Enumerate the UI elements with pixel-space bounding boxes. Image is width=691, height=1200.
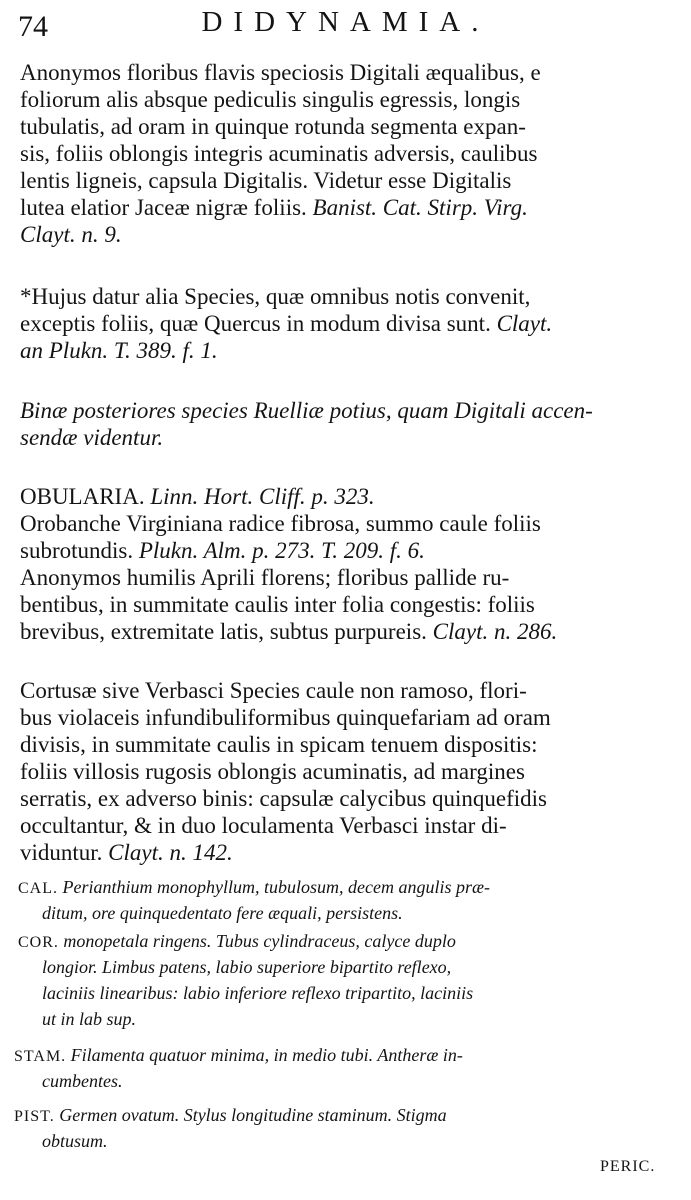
italic-text: Binæ posteriores species Ruelliæ potius, quam Digitali accen- bbox=[20, 398, 593, 423]
citation: Clayt. n. 9. bbox=[20, 222, 122, 247]
citation: Clayt. bbox=[496, 311, 553, 336]
text-line: serratis, ex adverso binis: capsulæ calycibus quinquefidis bbox=[20, 786, 547, 811]
citation: Banist. Cat. Stirp. Virg. bbox=[312, 195, 528, 220]
text-span: viduntur. bbox=[20, 840, 109, 865]
character-text: obtusum. bbox=[42, 1131, 108, 1151]
text-span: brevibus, extremitate latis, subtus purpureis. bbox=[20, 619, 433, 644]
page-number: 74 bbox=[18, 10, 48, 43]
citation: Clayt. n. 286. bbox=[432, 619, 558, 644]
character-text: monopetala ringens. Tubus cylindraceus, calyce duplo bbox=[63, 931, 456, 951]
character-text: Germen ovatum. Stylus longitudine staminum. Stigma bbox=[59, 1105, 447, 1125]
character-row bbox=[42, 900, 403, 926]
character-text: longior. Limbus patens, labio superiore bipartito reflexo, bbox=[42, 957, 452, 977]
character-text: ditum, ore quinquedentato fere æquali, persistens. bbox=[42, 903, 403, 923]
text-line bbox=[20, 222, 122, 248]
character-label: COR. bbox=[18, 934, 59, 951]
text-line: Orobanche Virginiana radice fibrosa, summo caule foliis bbox=[20, 511, 541, 536]
character-text: ut in lab sup. bbox=[42, 1009, 137, 1029]
text-span: exceptis foliis, quæ Quercus in modum divisa sunt. bbox=[20, 311, 497, 336]
character-text: Filamenta quatuor minima, in medio tubi. Antheræ in- bbox=[70, 1045, 463, 1065]
text-line: *Hujus datur alia Species, quæ omnibus notis convenit, bbox=[20, 284, 531, 309]
genus-heading bbox=[20, 484, 375, 510]
text-line: Anonymos humilis Aprili florens; floribus pallide ru- bbox=[20, 565, 510, 590]
character-row bbox=[18, 928, 456, 956]
character-text: laciniis linearibus: labio inferiore reflexo tripartito, laciniis bbox=[42, 983, 474, 1003]
text-line bbox=[20, 538, 425, 564]
character-row bbox=[42, 1006, 136, 1032]
text-line: divisis, in summitate caulis in spicam tenuem dispositis: bbox=[20, 732, 538, 757]
text-line bbox=[20, 338, 218, 364]
text-line bbox=[20, 195, 528, 221]
citation: Plukn. Alm. p. 273. T. 209. f. 6. bbox=[138, 538, 425, 563]
italic-text: sendæ videntur. bbox=[20, 425, 164, 450]
text-line: bus violaceis infundibuliformibus quinquefariam ad oram bbox=[20, 705, 551, 730]
character-text: cumbentes. bbox=[42, 1071, 123, 1091]
text-line: tubulatis, ad oram in quinque rotunda segmenta expan- bbox=[20, 114, 526, 139]
character-label: CAL. bbox=[18, 880, 58, 897]
character-row bbox=[42, 1068, 122, 1094]
character-row bbox=[14, 1102, 447, 1130]
text-line: Anonymos floribus flavis speciosis Digitali æqualibus, e bbox=[20, 60, 541, 85]
character-row bbox=[42, 980, 473, 1006]
text-line: sis, foliis oblongis integris acuminatis adversis, caulibus bbox=[20, 141, 538, 166]
text-line bbox=[20, 398, 593, 424]
text-line bbox=[20, 425, 163, 451]
text-line bbox=[20, 311, 552, 337]
running-title: DIDYNAMIA. bbox=[201, 6, 490, 38]
text-line bbox=[20, 840, 233, 866]
citation: an Plukn. T. 389. f. 1. bbox=[20, 338, 218, 363]
text-line: occultantur, & in duo loculamenta Verbasci instar di- bbox=[20, 813, 507, 838]
citation: Linn. Hort. Cliff. p. 323. bbox=[150, 484, 375, 509]
text-line: Cortusæ sive Verbasci Species caule non ramoso, flori- bbox=[20, 678, 527, 703]
character-label: PIST. bbox=[14, 1108, 55, 1125]
character-row bbox=[14, 1042, 463, 1070]
text-line bbox=[20, 619, 557, 645]
page-header bbox=[0, 2, 691, 46]
text-line: foliis villosis rugosis oblongis acuminatis, ad margines bbox=[20, 759, 525, 784]
character-row bbox=[18, 874, 490, 902]
character-row bbox=[42, 954, 451, 980]
character-label: STAM. bbox=[14, 1048, 67, 1065]
text-line: lentis ligneis, capsula Digitalis. Videtur esse Digitalis bbox=[20, 168, 512, 193]
character-text: Perianthium monophyllum, tubulosum, decem angulis præ- bbox=[62, 877, 490, 897]
text-span: subrotundis. bbox=[20, 538, 139, 563]
text-line: bentibus, in summitate caulis inter folia congestis: foliis bbox=[20, 592, 535, 617]
character-row bbox=[42, 1128, 108, 1154]
citation: Clayt. n. 142. bbox=[108, 840, 233, 865]
text-span: lutea elatior Jaceæ nigræ foliis. bbox=[20, 195, 313, 220]
text-line: foliorum alis absque pediculis singulis egressis, longis bbox=[20, 87, 521, 112]
catchword: PERIC. bbox=[600, 1158, 656, 1175]
genus-name: OBULARIA. bbox=[20, 484, 151, 509]
